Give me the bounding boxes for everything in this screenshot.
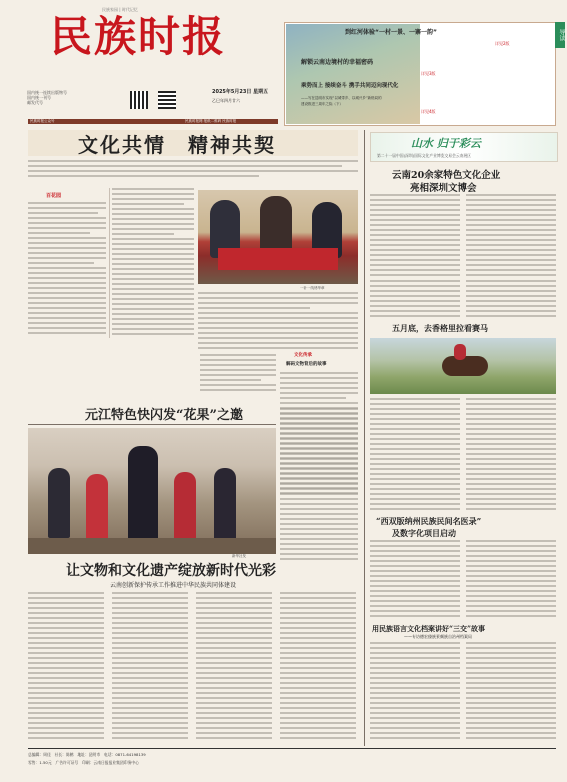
mid-col — [280, 408, 358, 560]
index-sub-2: 建设推进三周年之际（下） — [301, 102, 343, 106]
masthead-rule — [28, 119, 278, 124]
dancer-1 — [48, 468, 70, 538]
info-line-2: 国内统一刊号 — [27, 95, 51, 100]
yuanjiang-rule — [28, 424, 276, 425]
masthead-slogan: 民族家园 | 时代记忆 — [102, 7, 138, 12]
dancer-4 — [174, 472, 196, 540]
masthead-info — [27, 90, 127, 105]
right-body-4 — [370, 642, 556, 744]
right-body-1 — [370, 194, 556, 278]
index-tag: 导读 — [555, 22, 565, 48]
right-headline-1b: 亮相深圳文博会 — [410, 183, 477, 194]
yuanjiang-headline: 元江特色快闪发“花果”之邀 — [85, 408, 243, 423]
horse-race-photo — [370, 338, 556, 394]
info-line-1: 国内统一连续出版物号 — [27, 90, 67, 95]
right-headline-4-sub: ——专访德宏傣族景颇族自治州档案局 — [404, 634, 472, 639]
lead-col-2 — [112, 188, 194, 338]
right-body-1c — [370, 280, 460, 320]
right-banner — [370, 132, 558, 162]
right-headline-4: 用民族语言文化档案讲好“三交”故事 — [372, 624, 486, 633]
issue-date: 2025年5月23日 星期五 — [212, 89, 269, 95]
heritage-subhead: 云南创新保护传承工作推进中华民族共同体建设 — [110, 582, 237, 589]
banner-title: 山水 归于彩云 — [411, 137, 481, 150]
lead-headline: 文化共情 精神共契 — [78, 133, 276, 157]
lead-tag: 百花园 — [46, 193, 62, 199]
heritage-headline: 让文物和文化遗产绽放新时代光彩 — [66, 563, 276, 579]
qr-code-icon — [158, 91, 176, 109]
footer-line-2: 零售：1.50元 广告许可证号 印刷：云南日报报业集团印务中心 — [28, 760, 139, 765]
banner-sub: 第二十一届中国(深圳)国际文化产业博览交易会云南展区 — [377, 153, 472, 158]
right-column-rule — [364, 130, 365, 746]
index-item-2[interactable]: 解锁云南边境村的幸福密码 — [301, 59, 374, 66]
floor — [28, 538, 276, 554]
right-headline-1: 云南20余家特色文化企业 — [392, 170, 501, 181]
index-page-1: 详见2版 — [495, 41, 510, 46]
red-cloth — [218, 248, 338, 270]
right-body-1d — [466, 280, 556, 320]
qr-code-icon — [130, 91, 148, 109]
index-item-1[interactable]: 到红河体验“一村一景、一寨一韵” — [345, 29, 437, 36]
lead-col-3 — [198, 292, 358, 352]
lunar-date: 乙巳年四月廿六 — [212, 98, 240, 103]
right-body-2 — [370, 398, 556, 514]
yuanjiang-photo — [28, 428, 276, 554]
heritage-body — [28, 592, 358, 744]
rider — [454, 344, 466, 360]
right-headline-3: “西双版纳州民族民间名医录” — [376, 516, 482, 526]
lead-intro — [28, 160, 358, 188]
index-page-2: 详见3版 — [421, 71, 436, 76]
index-page-3: 详见4版 — [421, 109, 436, 114]
lead-photo-caption: 一针一线绣华章 — [300, 286, 325, 290]
lead-col-4 — [200, 354, 276, 394]
column-rule — [109, 188, 110, 338]
footer-line-1: 总编辑：周佳 社长：陈鹤 地址：昆明市 电话：0871-64198139 — [28, 752, 146, 757]
lead-col-1 — [28, 188, 106, 338]
small-box-tag: 文化传承 — [294, 353, 312, 358]
right-headline-3b: 及数字化项目启动 — [392, 528, 456, 538]
footer-rule — [28, 748, 556, 749]
left-strip: 民族时报公众号 — [30, 119, 55, 123]
index-item-3[interactable]: 乘势而上 接续奋斗 携手共同迈向现代化 — [301, 83, 399, 89]
small-box-title: 解码文物背后的故事 — [286, 362, 327, 367]
dancer-3 — [128, 446, 158, 542]
lead-photo — [198, 190, 358, 284]
masthead-title: 民族时报 — [50, 12, 227, 61]
dancer-2 — [86, 474, 108, 540]
horse — [442, 356, 488, 376]
index-box — [284, 22, 556, 126]
index-photo — [286, 24, 420, 124]
right-body-3 — [370, 540, 556, 622]
index-sub-1: ——写在昆明市实现“以城带乡、以城兴乡”新格局的 — [301, 96, 382, 100]
yuanjiang-credit: 新华社发 — [232, 554, 246, 558]
dancer-5 — [214, 468, 236, 540]
right-strip: 民族时报网 报纸二维码 民族时报 — [185, 119, 237, 123]
small-box — [280, 352, 358, 372]
right-headline-2: 五月底，去香格里拉看赛马 — [392, 323, 488, 333]
info-line-3: 邮发代号 — [27, 100, 43, 105]
